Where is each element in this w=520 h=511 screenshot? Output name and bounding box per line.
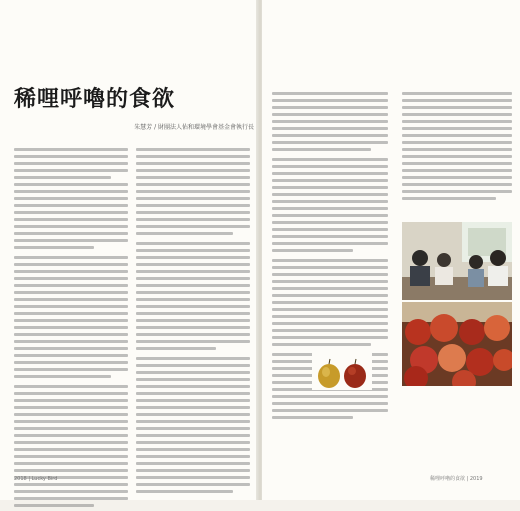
- body-column-right-page-2: [402, 92, 512, 204]
- body-column-right: [136, 148, 250, 497]
- classroom-illustration: [402, 222, 512, 300]
- apple-photo-small: [312, 352, 372, 390]
- right-page-footer: 稀哩呼嚕的食欲 | 2019: [430, 476, 483, 482]
- classroom-photo: [402, 222, 512, 300]
- apple-basket-illustration: [402, 302, 512, 386]
- left-page: [0, 0, 258, 500]
- article-title: 稀哩呼嚕的食欲: [14, 86, 176, 112]
- apple-basket-photo: [402, 302, 512, 386]
- right-page: [262, 0, 520, 500]
- apples-small-illustration: [312, 352, 372, 390]
- body-column-left: [14, 148, 128, 511]
- article-byline: 朱慧芳 / 財團法人佑和環境學會基金會執行長: [134, 124, 254, 131]
- left-page-footer: 2018 | Lucky Bird: [14, 476, 58, 482]
